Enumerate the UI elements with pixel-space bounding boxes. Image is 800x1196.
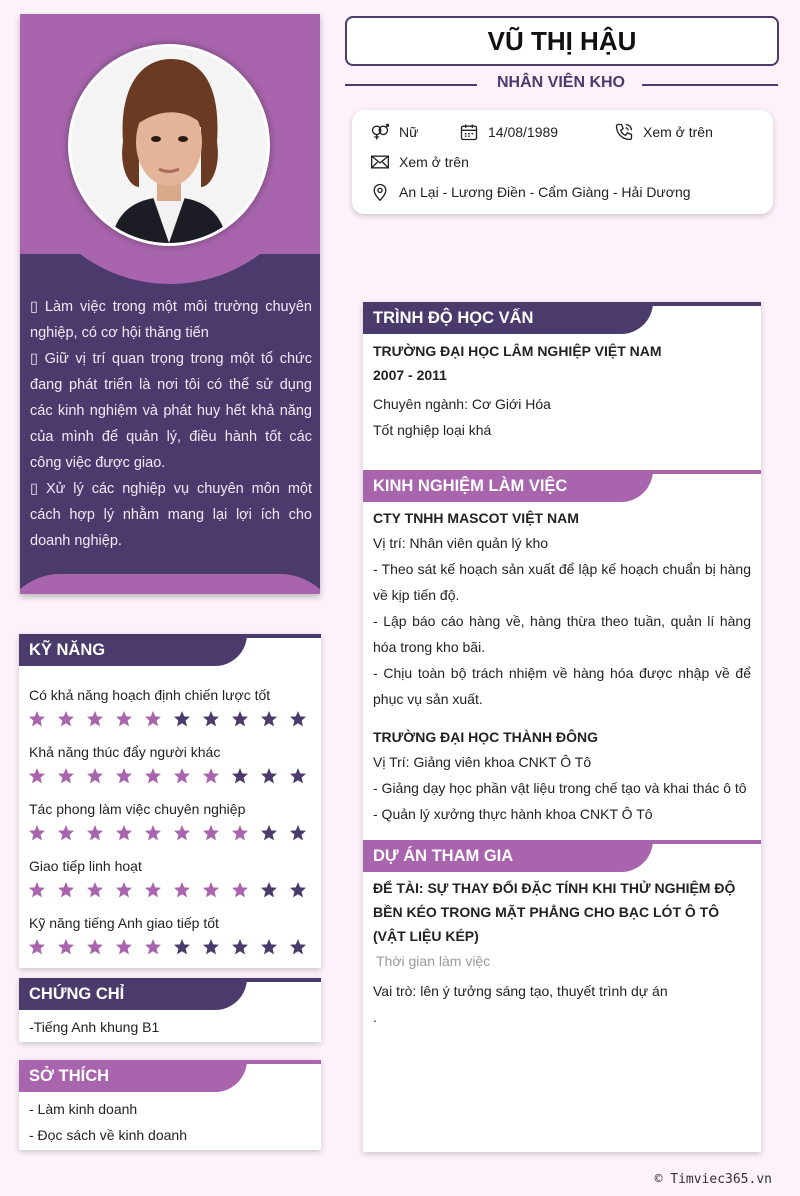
experience-company: TRƯỜNG ĐẠI HỌC THÀNH ĐÔNG (373, 729, 598, 745)
location-icon (370, 182, 390, 202)
hobbies-title: SỞ THÍCH (19, 1060, 247, 1092)
star-icon (86, 767, 104, 785)
experience-header (363, 470, 761, 502)
bullet-icon: ▯ (30, 481, 46, 497)
star-icon (57, 938, 75, 956)
experience-duty: - Chịu toàn bộ trách nhiệm về hàng hóa được nhập về để phục vụ sản xuất. (373, 665, 751, 707)
star-icon (144, 767, 162, 785)
star-icon (260, 881, 278, 899)
projects-title: DỰ ÁN THAM GIA (363, 840, 653, 872)
star-icon (28, 710, 46, 728)
hobbies-header (19, 1060, 321, 1092)
projects-header (363, 840, 761, 872)
hobby-item: - Đọc sách về kinh doanh (29, 1127, 187, 1143)
experience-position: Vị Trí: Giảng viên khoa CNKT Ô Tô (373, 754, 592, 770)
career-objective (30, 294, 312, 554)
contact-address: An Lại - Lương Điền - Cẩm Giàng - Hải Dương (370, 182, 691, 202)
education-school: TRƯỜNG ĐẠI HỌC LÂM NGHIỆP VIỆT NAM (373, 343, 662, 359)
contact-phone: Xem ở trên (614, 122, 713, 142)
candidate-name: VŨ THỊ HẬU (345, 16, 779, 66)
star-icon (115, 881, 133, 899)
skill-name: Khả năng thúc đẩy người khác (29, 744, 221, 760)
title-divider-left (345, 84, 477, 86)
skills-title: KỸ NĂNG (19, 634, 247, 666)
mail-icon (370, 152, 390, 172)
star-icon (202, 767, 220, 785)
star-icon (289, 938, 307, 956)
star-icon (202, 824, 220, 842)
bullet-icon: ▯ (30, 351, 45, 367)
star-icon (86, 824, 104, 842)
star-icon (86, 881, 104, 899)
experience-title: KINH NGHIỆM LÀM VIỆC (363, 470, 653, 502)
contact-email: Xem ở trên (370, 152, 469, 172)
star-icon (57, 824, 75, 842)
experience-duty: - Lập báo cáo hàng về, hàng thừa theo tuần, quản lí hàng hóa trong kho bãi. (373, 613, 751, 655)
star-icon (115, 710, 133, 728)
skill-name: Kỹ năng tiếng Anh giao tiếp tốt (29, 915, 219, 931)
star-icon (260, 767, 278, 785)
star-icon (57, 767, 75, 785)
star-icon (260, 824, 278, 842)
experience-duty: - Quản lý xưởng thực hành khoa CNKT Ô Tô (373, 806, 653, 822)
education-major: Chuyên ngành: Cơ Giới Hóa (373, 396, 551, 412)
star-icon (173, 881, 191, 899)
title-divider-right (642, 84, 778, 86)
project-extra: . (373, 1009, 377, 1025)
star-icon (115, 767, 133, 785)
star-icon (289, 767, 307, 785)
star-icon (28, 881, 46, 899)
star-icon (173, 710, 191, 728)
certificate-item: -Tiếng Anh khung B1 (29, 1019, 160, 1035)
objective-item: ▯ Xử lý các nghiệp vụ chuyên môn một cách hợp lý nhằm mang lại lợi ích cho doanh nghiệp. (30, 481, 312, 549)
objective-item: ▯ Làm việc trong một môi trường chuyên nghiệp, có cơ hội thăng tiến (30, 299, 312, 341)
star-icon (231, 710, 249, 728)
star-icon (173, 824, 191, 842)
star-icon (144, 824, 162, 842)
education-title: TRÌNH ĐỘ HỌC VẤN (363, 302, 653, 334)
star-icon (202, 938, 220, 956)
education-grade: Tốt nghiệp loại khá (373, 422, 492, 438)
star-icon (289, 881, 307, 899)
experience-duty: - Giảng dạy học phần vật liệu trong chế tạo và khai thác ô tô (373, 780, 747, 796)
footer-credit: © Timviec365.vn (654, 1172, 772, 1187)
education-period: 2007 - 2011 (373, 367, 447, 383)
star-icon (173, 938, 191, 956)
hobby-item: - Làm kinh doanh (29, 1101, 138, 1117)
skills-header (19, 634, 321, 666)
star-icon (231, 938, 249, 956)
star-icon (115, 938, 133, 956)
star-icon (231, 881, 249, 899)
star-icon (28, 938, 46, 956)
gender-icon (370, 122, 390, 142)
star-icon (115, 824, 133, 842)
experience-company: CTY TNHH MASCOT VIỆT NAM (373, 510, 579, 526)
star-icon (86, 938, 104, 956)
contact-box (352, 110, 773, 214)
certificates-title: CHỨNG CHỈ (19, 978, 247, 1010)
project-role: Vai trò: lên ý tưởng sáng tạo, thuyết trình dự án (373, 983, 668, 999)
profile-footer-curve (20, 574, 320, 594)
avatar (71, 47, 267, 243)
main-content-card (363, 302, 761, 1152)
star-icon (86, 710, 104, 728)
profile-card (20, 14, 320, 594)
skill-name: Tác phong làm việc chuyên nghiệp (29, 801, 246, 817)
star-icon (57, 710, 75, 728)
star-icon (144, 938, 162, 956)
certificates-header (19, 978, 321, 1010)
skill-name: Giao tiếp linh hoạt (29, 858, 142, 874)
star-icon (260, 710, 278, 728)
certificates-card (19, 978, 321, 1042)
skills-card (19, 634, 321, 968)
star-icon (231, 767, 249, 785)
hobbies-card (19, 1060, 321, 1150)
star-icon (289, 710, 307, 728)
star-icon (144, 881, 162, 899)
objective-item: ▯ Giữ vị trí quan trọng trong một tổ chức đang phát triển là nơi tôi có thể sử dụng các kinh nghiệm và phát huy hết khả năng của mình để quản lý, điều hành tốt các công việc được giao. (30, 351, 313, 471)
star-icon (144, 710, 162, 728)
star-icon (173, 767, 191, 785)
star-icon (202, 710, 220, 728)
skill-name: Có khả năng hoạch định chiến lược tốt (29, 687, 271, 703)
education-header (363, 302, 761, 334)
phone-icon (614, 122, 634, 142)
contact-dob: 14/08/1989 (459, 122, 558, 142)
star-icon (260, 938, 278, 956)
star-icon (289, 824, 307, 842)
star-icon (28, 824, 46, 842)
star-icon (57, 881, 75, 899)
star-icon (28, 767, 46, 785)
experience-duty: - Theo sát kế hoạch sản xuất để lập kế hoạch chuẩn bị hàng về kịp tiến độ. (373, 561, 751, 603)
job-title: NHÂN VIÊN KHO (496, 74, 625, 91)
experience-position: Vị trí: Nhân viên quản lý kho (373, 535, 549, 551)
project-name: ĐỂ TÀI: SỰ THAY ĐỔI ĐẶC TÍNH KHI THỬ NGHIỆM ĐỘ BỀN KÉO TRONG MẶT PHẲNG CHO BẠC LÓT Ô TÔ (VẬT LIỆU KÉP) (373, 880, 736, 944)
calendar-icon (459, 122, 479, 142)
bullet-icon: ▯ (30, 299, 45, 315)
star-icon (202, 881, 220, 899)
contact-gender: Nữ (370, 122, 418, 142)
project-time: Thời gian làm việc (376, 953, 491, 969)
star-icon (231, 824, 249, 842)
